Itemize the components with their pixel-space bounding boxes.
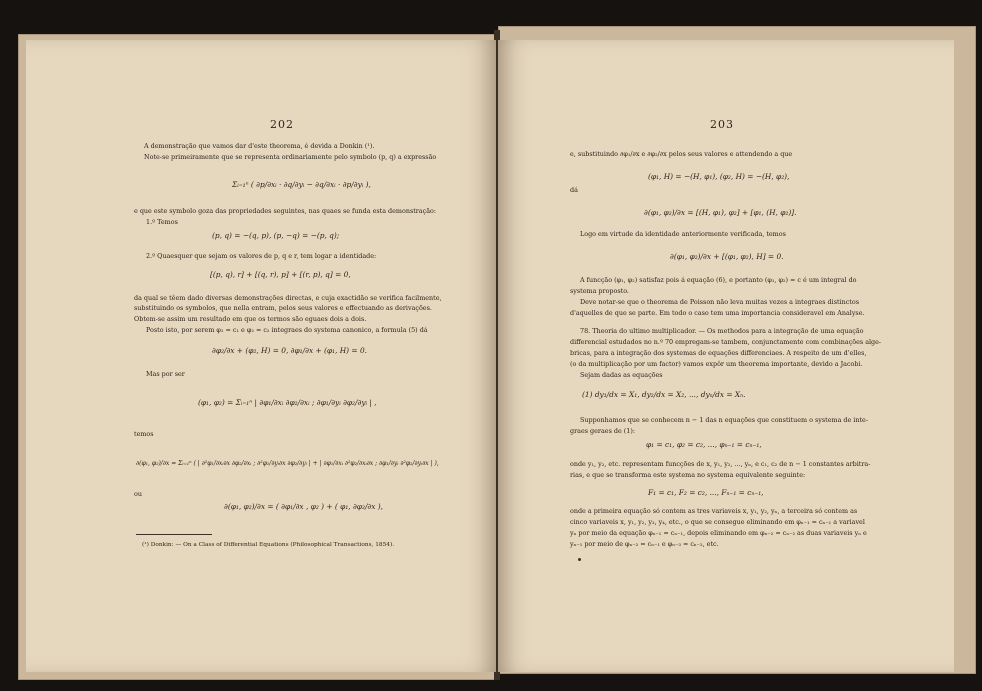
text-line: yₙ por meio da equação φₙ₋₁ = cₙ₋₁, depois eliminando em φₙ₋₂ = cₙ₋₂ as duas variaveis yₙ e xyxy=(570,529,867,537)
text-line: systema proposto. xyxy=(570,287,629,295)
text-line: da qual se têem dado diversas demonstrações directas, e cuja exactidão se verifica facilmente, xyxy=(134,294,442,302)
text-line: bricas, para a integração dos systemas de equações differenciaes. A respeito de um d'elles, xyxy=(570,349,867,357)
equation: [(p, q), r] + [(q, r), p] + [(r, p), q] = 0, xyxy=(210,270,351,279)
equation: F₁ = c₁, F₂ = c₂, ..., Fₙ₋₁ = cₙ₋₁, xyxy=(648,488,764,497)
right-page xyxy=(498,40,954,672)
text-line: e que este symbolo goza das propriedades seguintes, nas quaes se funda esta demonstração: xyxy=(134,207,437,215)
equation: φ₁ = c₁, φ₂ = c₂, ..., φₙ₋₁ = cₙ₋₁, xyxy=(646,440,762,449)
text-line: A funcção (φ₁, φ₂) satisfaz pois á equação (6), e portanto (φ₁, φ₂) = c é um integral do xyxy=(580,276,857,284)
text-line: Note-se primeiramente que se representa ordinariamente pelo symbolo (p, q) a expressão xyxy=(144,153,437,161)
text-line: Obtem-se assim um resultado em que os termos são eguaes dois a dois. xyxy=(134,315,367,323)
equation: (1) dy₁/dx = X₁, dy₂/dx = X₂, ..., dyₙ/dx = Xₙ. xyxy=(582,390,746,399)
text-line: substituindo os symbolos, que nella entram, pelos seus valores e effectuando as derivações. xyxy=(134,304,432,312)
text-line: onde a primeira equação só contem as tres variaveis x, y₁, y₂, yₙ, a terceira só contem as xyxy=(570,507,858,515)
text-line: A demonstração que vamos dar d'este theorema, é devida a Donkin (¹). xyxy=(144,142,375,150)
text-line: rias, e que se transforma este systema no systema equivalente seguinte: xyxy=(570,471,806,479)
text-line: Deve notar-se que o theorema de Poisson não leva muitas vezes a integraes distinctos xyxy=(580,298,859,306)
text-line: d'aquelles de que se parte. Em todo o caso tem uma importancia consideravel em Analyse. xyxy=(570,309,865,317)
text-line: 1.º Temos xyxy=(146,218,178,226)
text-line: temos xyxy=(134,430,154,438)
page-number: 203 xyxy=(710,118,734,131)
text-line: Mas por ser xyxy=(146,370,185,378)
text-line: differencial estudados no n.º 70 empregam-se tambem, conjunctamente com combinações alge- xyxy=(570,338,882,346)
text-line: onde y₁, y₂, etc. representam funcções de x, y₁, y₂, ..., yₙ, e c₁, c₂ de n − 1 constantes arbitra- xyxy=(570,460,871,468)
equation: ∂(φ₁, φ₂)/∂x = [(H, φ₁), φ₂] + [φ₁, (H, φ₂)]. xyxy=(644,208,797,217)
text-line: graes geraes de (1): xyxy=(570,427,635,435)
footnote-rule xyxy=(136,534,212,535)
text-line: Sejam dadas as equações xyxy=(580,371,663,379)
ink-dot xyxy=(578,558,581,561)
text-line: 78. Theoria do ultimo multiplicador. — Os methodos para a integração de uma equação xyxy=(580,327,864,335)
equation: ∂φ₂/∂x + (φ₂, H) = 0, ∂φ₁/∂x + (φ₁, H) = 0. xyxy=(212,346,367,355)
equation: ∂(φ₁, φ₂)/∂x + [(φ₁, φ₂), H] = 0. xyxy=(670,252,784,261)
text-line: cinco variaveis x, y₁, y₂, y₃, y₄, etc., o que se consegue eliminando em φₙ₋₁ = cₙ₋₁ a variavel xyxy=(570,518,865,526)
text-line: Supponhamos que se conhecem n − 1 das n equações que constituem o systema de inte- xyxy=(580,416,868,424)
text-line: 2.º Quaesquer que sejam os valores de p, q e r, tem logar a identidade: xyxy=(146,252,377,260)
equation: ∂(φ₁, φ₂)/∂x = Σᵢ₌₁ⁿ ( | ∂²φ₁/∂xᵢ∂x ∂φ₂/∂xᵢ ; ∂²φ₁/∂yᵢ∂x ∂φ₂/∂yᵢ | + | ∂φ₁/∂xᵢ ∂²φ₂/∂xᵢ∂x ; ∂φ₁/∂yᵢ ∂²φ₂/∂yᵢ∂x | ), xyxy=(136,460,439,467)
text-line: Logo em virtude da identidade anteriormente verificada, temos xyxy=(580,230,786,238)
text-line: Posto isto, por serem φ₁ = c₁ e φ₂ = c₂ integraes do systema canonico, a formula (5) dá xyxy=(146,326,428,334)
text-line: dá xyxy=(570,186,578,194)
equation: (p, q) = −(q, p), (p, −q) = −(p, q); xyxy=(212,231,340,240)
equation: (φ₁, φ₂) = Σᵢ₌₁ⁿ | ∂φ₁/∂xᵢ ∂φ₂/∂xᵢ ; ∂φ₁/∂yᵢ ∂φ₂/∂yᵢ | , xyxy=(198,398,377,407)
equation: (φ₁, H) = −(H, φ₁), (φ₂, H) = −(H, φ₂), xyxy=(648,172,790,181)
text-line: (o da multiplicação por um factor) vamos expôr um theorema importante, devido a Jacobi. xyxy=(570,360,863,368)
footnote: (¹) Donkin: — On a Class of Differential Equations (Philosophical Transactions, 1854). xyxy=(142,542,395,548)
equation: Σᵢ₌₁ⁿ ( ∂p/∂xᵢ · ∂q/∂yᵢ − ∂q/∂xᵢ · ∂p/∂yᵢ ), xyxy=(232,180,371,189)
equation: ∂(φ₁, φ₂)/∂x = ( ∂φ₁/∂x , φ₂ ) + ( φ₁, ∂φ₂/∂x ), xyxy=(224,502,384,511)
text-line: yₙ₋₁ por meio de φₙ₋₂ = cₙ₋₁ e φₙ₋₃ = cₙ₋₂, etc. xyxy=(570,540,719,548)
text-line: e, substituindo ∂φ₁/∂x e ∂φ₂/∂x pelos seus valores e attendendo a que xyxy=(570,150,793,158)
text-line: ou xyxy=(134,490,142,498)
left-page xyxy=(26,40,496,672)
page-number: 202 xyxy=(270,118,294,131)
